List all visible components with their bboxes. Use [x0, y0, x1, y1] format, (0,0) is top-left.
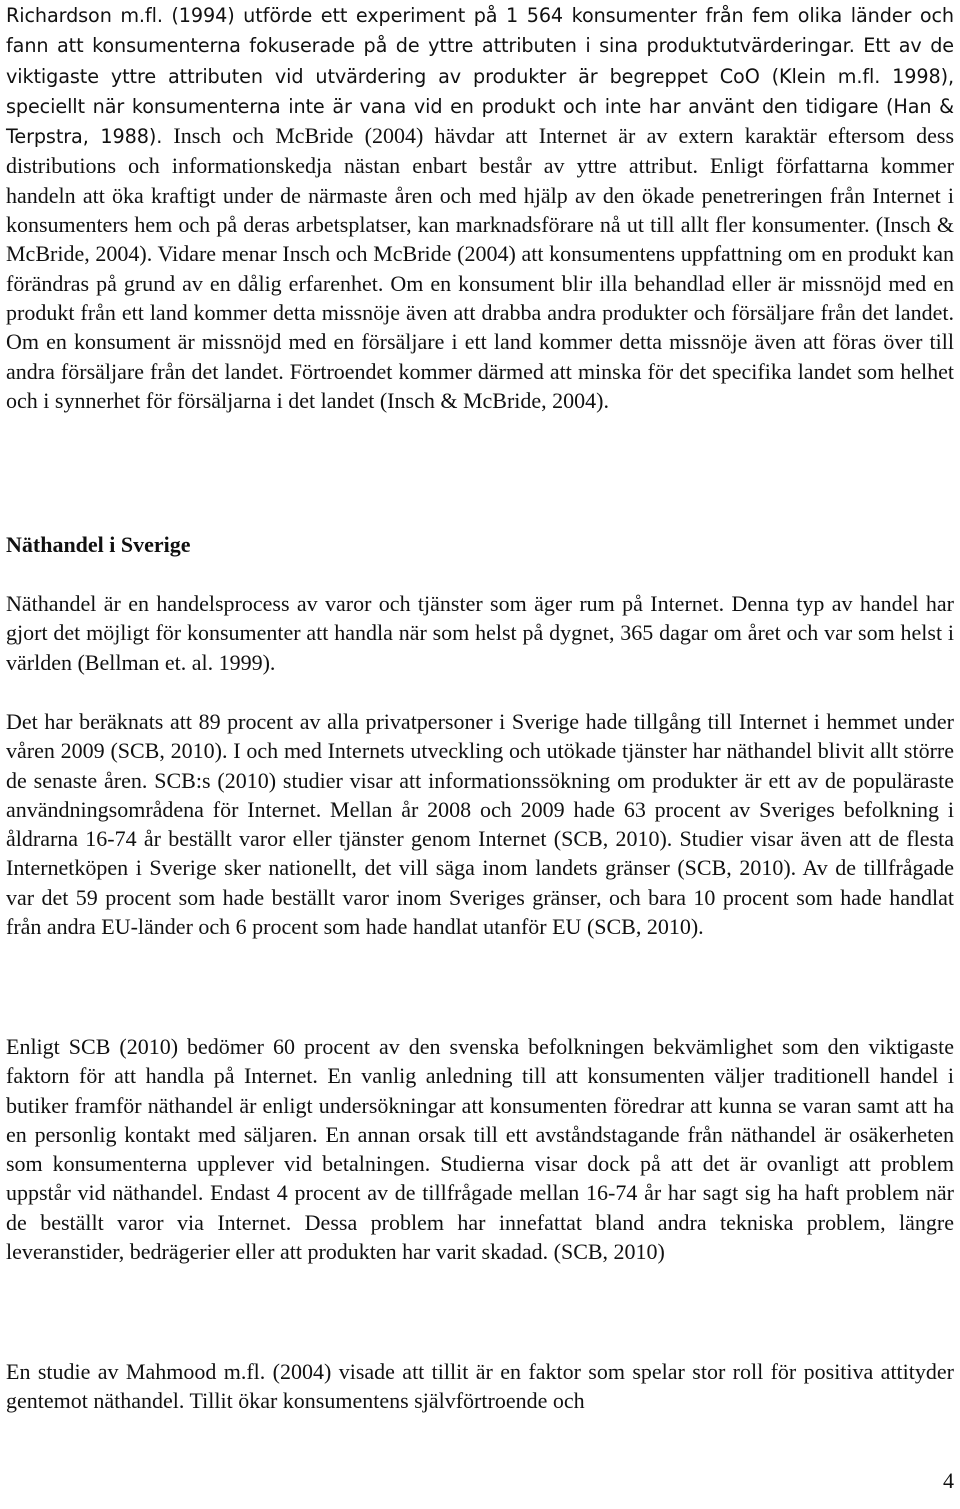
intro-paragraph [6, 0, 954, 415]
convenience-paragraph: Enligt SCB (2010) bedömer 60 procent av den svenska befolkningen bekvämlighet som den viktigaste faktorn för att handla på Internet. En vanlig anledning till att konsumenten väljer traditionell handel i butiker framför näthandel är enligt undersökningar att konsumenten föredrar att kunna se varan samt att ha en personlig kontakt med säljaren. En annan orsak till ett avståndstagande från näthandel är osäkerheten som konsumenterna upplever vid betalningen. Studierna visar dock på att det är ovanligt att problem uppstår vid näthandel. Endast 4 procent av de tillfrågade mellan 16-74 år har sagt sig ha haft problem när de beställt varor via Internet. Dessa problem har innefattat bland andra tekniska problem, längre leveranstider, bedrägerier eller att produkten har varit skadad. (SCB, 2010) [6, 1034, 954, 1265]
intro-paragraph-part-b: Insch och McBride (2004) hävdar att Internet är av extern karaktär eftersom dess distributions och informationskedja nästan enbart består av yttre attribut. Enligt författarna kommer handeln att öka kraftigt under de närmaste åren och med hjälp av den ökade penetreringen från Internet i konsumenters hem och på deras arbetsplatser, kan marknadsförare nå ut till allt fler konsumenter. (Insch & McBride, 2004). Vidare menar Insch och McBride (2004) att konsumentens uppfattning om en produkt kan förändras på grund av en dålig erfarenhet. Om en konsument blir illa behandlad eller är missnöjd med en produkt från ett land kommer detta missnöje även att drabba andra produkter och försäljare från det landet. Om en konsument är missnöjd med en försäljare i ett land kommer detta missnöje även att föras över till andra försäljare från det landet. Förtroendet kommer därmed att minska för det specifika landet som helhet och i synnerhet för försäljarna i det landet (Insch & McBride, 2004). [6, 123, 955, 413]
trust-paragraph: En studie av Mahmood m.fl. (2004) visade att tillit är en faktor som spelar stor roll för positiva attityder gentemot näthandel. Tillit ökar konsumentens självförtroende och [6, 1359, 954, 1414]
intro-paragraph-part-a: Richardson m.fl. (1994) utförde ett experiment på 1 564 konsumenter från fem olika länder och fann att konsumenterna fokuserade på de yttre attributen i sina produktutvärderingar. Ett av de viktigaste yttre attributen vid utvärdering av produkter är begreppet CoO (Klein m.fl. 1998), speciellt när konsumenterna inte är vana vid en produkt och inte har använt den tidigare (Han & Terpstra, 1988). [6, 4, 954, 149]
nathandel-definition-paragraph: Näthandel är en handelsprocess av varor och tjänster som äger rum på Internet. Denna typ av handel har gjort det möjligt för konsumenter att handla när som helst på dygnet, 365 dagar om året och var som helst i världen (Bellman et. al. 1999). [6, 591, 954, 675]
section-heading-nathandel-i-sverige: Näthandel i Sverige [6, 532, 191, 557]
page-number: 4 [943, 1468, 954, 1493]
scb-statistics-paragraph: Det har beräknats att 89 procent av alla privatpersoner i Sverige hade tillgång till Internet i hemmet under våren 2009 (SCB, 2010). I och med Internets utveckling och utökade tjänster har näthandel blivit allt större de senaste åren. SCB:s (2010) studier visar att informationssökning om produkter är ett av de populäraste användningsområdena för Internet. Mellan år 2008 och 2009 hade 63 procent av Sveriges befolkning i åldrarna 16-74 år beställt varor eller tjänster genom Internet (SCB, 2010). Studier visar även att de flesta Internetköpen i Sverige sker nationellt, det vill säga inom landets gränser (SCB, 2010). Av de tillfrågade var det 59 procent som hade beställt varor inom Sveriges gränser, och bara 10 procent som hade handlat från andra EU-länder och 6 procent som hade handlat utanför EU (SCB, 2010). [6, 709, 954, 940]
